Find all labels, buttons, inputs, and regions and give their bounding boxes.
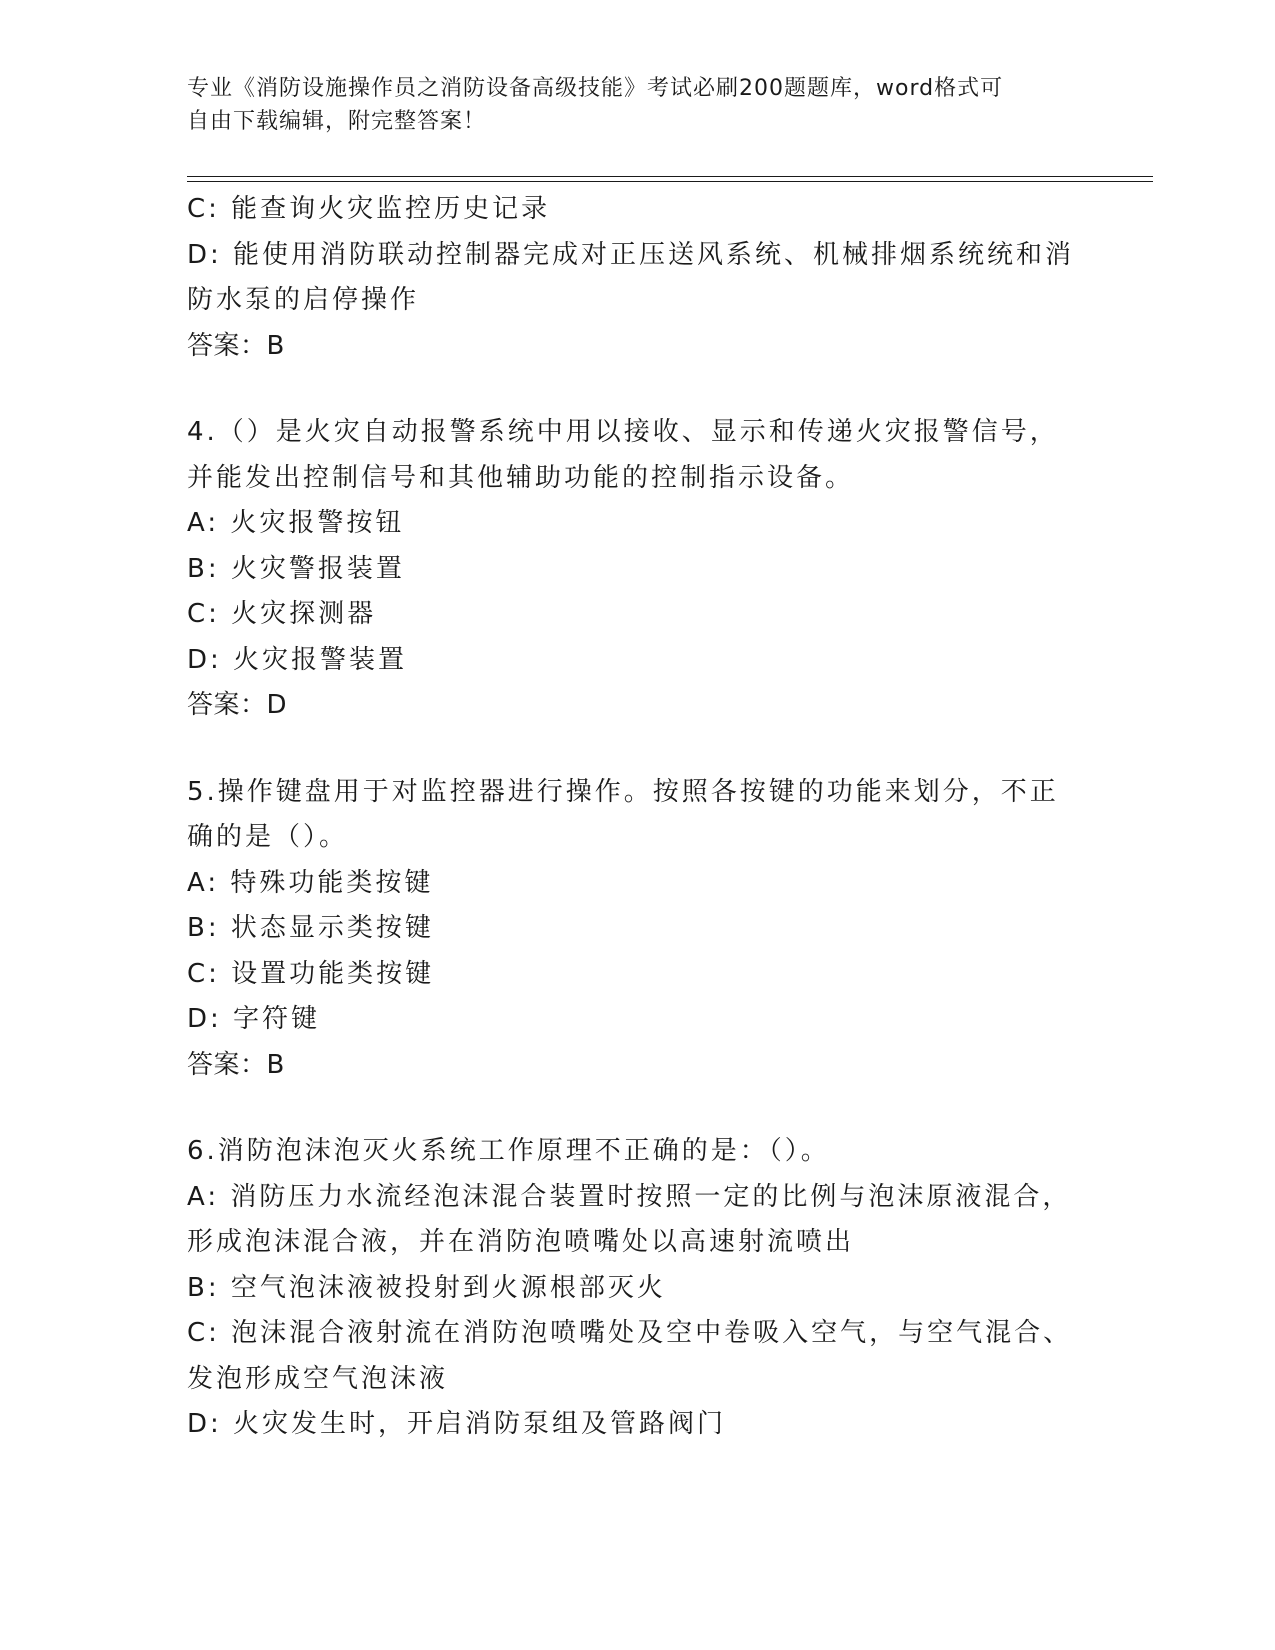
option-a: A: 火灾报警按钮 [187, 508, 405, 538]
spacer [187, 1088, 1087, 1129]
question-stem-cont: 并能发出控制信号和其他辅助功能的控制指示设备。 [187, 462, 855, 493]
option-b: B: 火灾警报装置 [187, 553, 405, 584]
option-c-cont: 发泡形成空气泡沫液 [187, 1363, 449, 1394]
option-d: D: 能使用消防联动控制器完成对正压送风系统、机械排烟系统统和消 [187, 239, 1075, 270]
option-c: C: 能查询火灾监控历史记录 [187, 194, 551, 224]
spacer [187, 729, 1087, 770]
question-stem: 6.消防泡沫泡灭火系统工作原理不正确的是：（）。 [187, 1136, 830, 1166]
question-4 [187, 410, 1087, 729]
header-line-2: 自由下载编辑，附完整答案！ [187, 109, 487, 134]
option-c: C: 设置功能类按键 [187, 958, 435, 989]
option-a-cont: 形成泡沫混合液，并在消防泡喷嘴处以高速射流喷出 [187, 1227, 855, 1257]
question-body [187, 187, 1087, 1448]
header-divider-bottom [187, 181, 1153, 182]
option-b: B: 空气泡沫液被投射到火源根部灭火 [187, 1272, 666, 1303]
page-header [187, 72, 1067, 138]
option-d-cont: 防水泵的启停操作 [187, 285, 420, 315]
answer: 答案：B [187, 1049, 285, 1080]
option-b: B: 状态显示类按键 [187, 913, 434, 943]
option-a: A: 消防压力水流经泡沫混合装置时按照一定的比例与泡沫原液混合， [187, 1181, 1072, 1212]
question-5 [187, 770, 1087, 1089]
answer: 答案：B [187, 330, 285, 361]
question-3-tail [187, 187, 1087, 369]
header-divider-top [187, 176, 1153, 177]
option-d: D: 火灾报警装置 [187, 644, 408, 675]
option-a: A: 特殊功能类按键 [187, 867, 434, 898]
answer: 答案：D [187, 690, 288, 720]
option-c: C: 泡沫混合液射流在消防泡喷嘴处及空中卷吸入空气，与空气混合、 [187, 1318, 1073, 1348]
question-stem: 4.（）是火灾自动报警系统中用以接收、显示和传递火灾报警信号， [187, 417, 1059, 447]
option-d: D: 字符键 [187, 1004, 321, 1034]
spacer [187, 369, 1087, 410]
question-stem: 5.操作键盘用于对监控器进行操作。按照各按键的功能来划分，不正 [187, 776, 1059, 807]
option-c: C: 火灾探测器 [187, 599, 377, 629]
question-stem-cont: 确的是（）。 [187, 822, 349, 852]
option-d: D: 火灾发生时，开启消防泵组及管路阀门 [187, 1409, 727, 1439]
question-6 [187, 1129, 1087, 1448]
header-line-1: 专业《消防设施操作员之消防设备高级技能》考试必刷200题题库，word格式可 [187, 76, 1004, 101]
